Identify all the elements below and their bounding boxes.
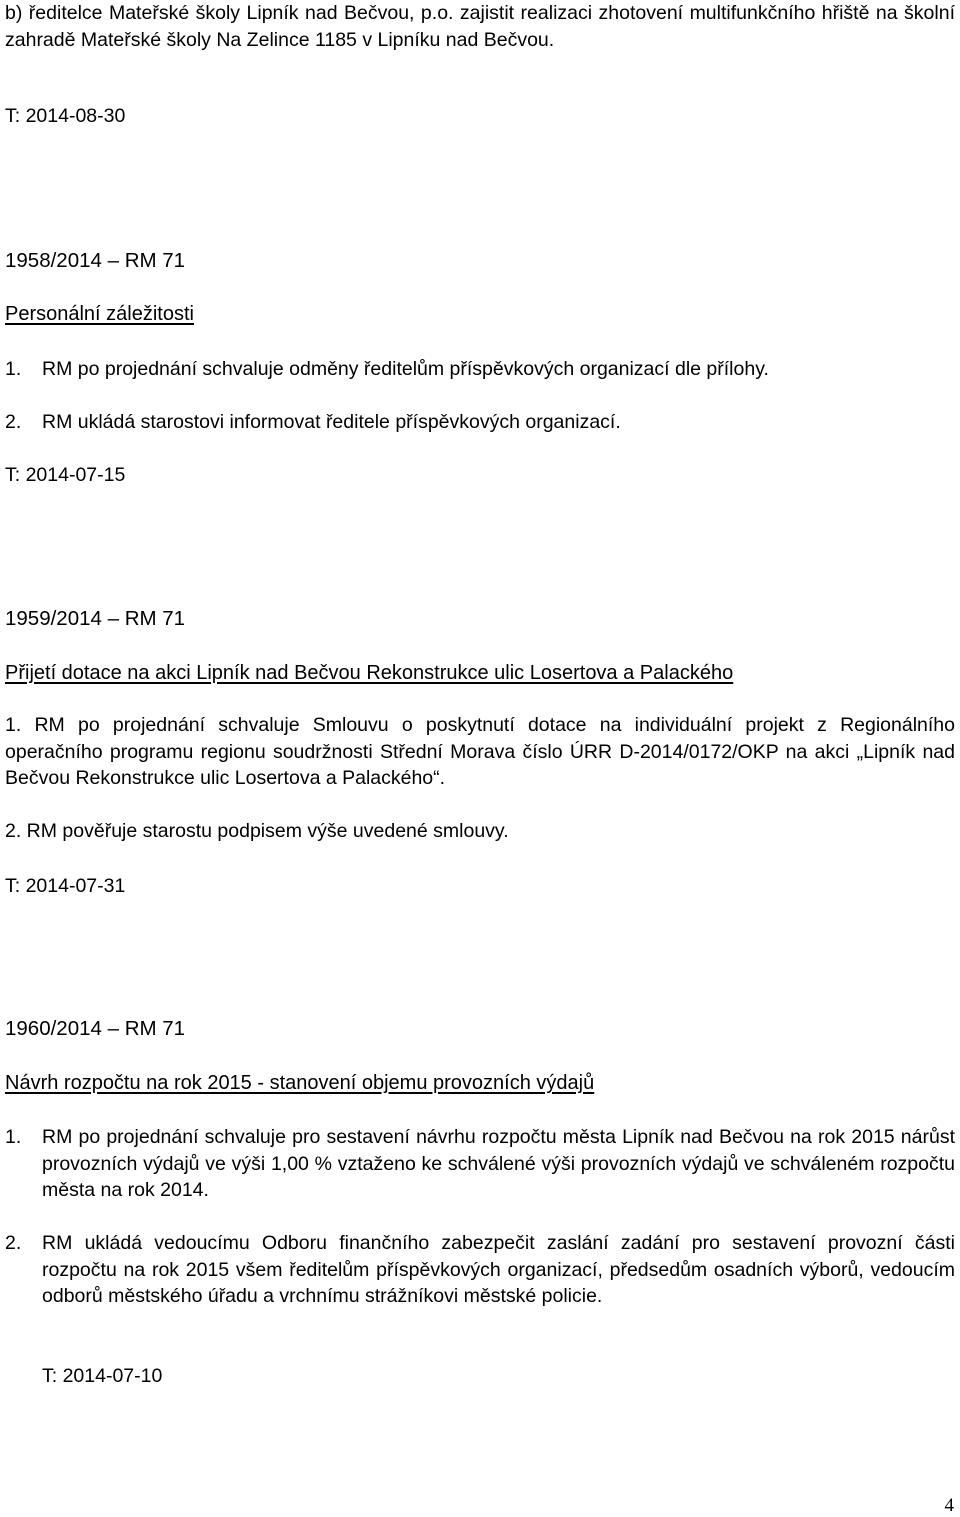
item-b-term: T: 2014-08-30 [5,105,126,127]
point-number: 1. [5,1126,22,1148]
resolution-1958-point-1 [5,356,955,383]
point-text: RM po projednání schvaluje odměny ředitelům příspěvkových organizací dle přílohy. [42,358,769,380]
resolution-1960-number: 1960/2014 – RM 71 [5,1017,186,1040]
point-number: 2. [5,411,22,433]
resolution-1958-subject: Personální záležitosti [5,303,194,325]
resolution-1960-point-2 [5,1230,955,1338]
resolution-1959-point-2: 2. RM pověřuje starostu podpisem výše uvedené smlouvy. [5,820,509,842]
resolution-1958-term: T: 2014-07-15 [5,464,126,486]
resolution-1959-term: T: 2014-07-31 [5,875,126,897]
resolution-1960-subject: Návrh rozpočtu na rok 2015 - stanovení objemu provozních výdajů [5,1072,595,1094]
resolution-1958-point-2 [5,409,955,436]
resolution-1960-point-1 [5,1124,955,1206]
resolution-1959-subject: Přijetí dotace na akci Lipník nad Bečvou Rekonstrukce ulic Losertova a Palackého [5,662,734,684]
point-text: RM ukládá vedoucímu Odboru finančního zabezpečit zaslání zadání pro sestavení provozní části rozpočtu na rok 2015 všem ředitelům příspěvkových organizací, předsedům osadních výborů, vedoucím odborů městského úřadu a vrchnímu strážníkovi městské policie. [42,1232,955,1307]
page-number: 4 [944,1495,954,1516]
resolution-1958-number: 1958/2014 – RM 71 [5,249,186,272]
point-text: RM ukládá starostovi informovat ředitele příspěvkových organizací. [42,411,621,433]
point-number: 2. [5,1232,22,1254]
point-text: RM po projednání schvaluje pro sestavení návrhu rozpočtu města Lipník nad Bečvou na rok 2015 nárůst provozních výdajů ve výši 1,00 % vztaženo ke schválené výši provozních výdajů ve schváleném rozpočtu města na rok 2014. [42,1126,955,1201]
resolution-1959-number: 1959/2014 – RM 71 [5,607,186,630]
point-number: 1. [5,358,22,380]
resolution-1959-point-1: 1. RM po projednání schvaluje Smlouvu o poskytnutí dotace na individuální projekt z Regionálního operačního programu regionu soudržnosti Střední Morava číslo ÚRR D-2014/0172/OKP na akci „Lipník nad Bečvou Rekonstrukce ulic Losertova a Palackého“. [5,714,955,789]
resolution-1960-term: T: 2014-07-10 [42,1365,163,1387]
item-b-text: b) ředitelce Mateřské školy Lipník nad Bečvou, p.o. zajistit realizaci zhotovení multifunkčního hřiště na školní zahradě Mateřské školy Na Zelince 1185 v Lipníku nad Bečvou. [5,2,955,51]
